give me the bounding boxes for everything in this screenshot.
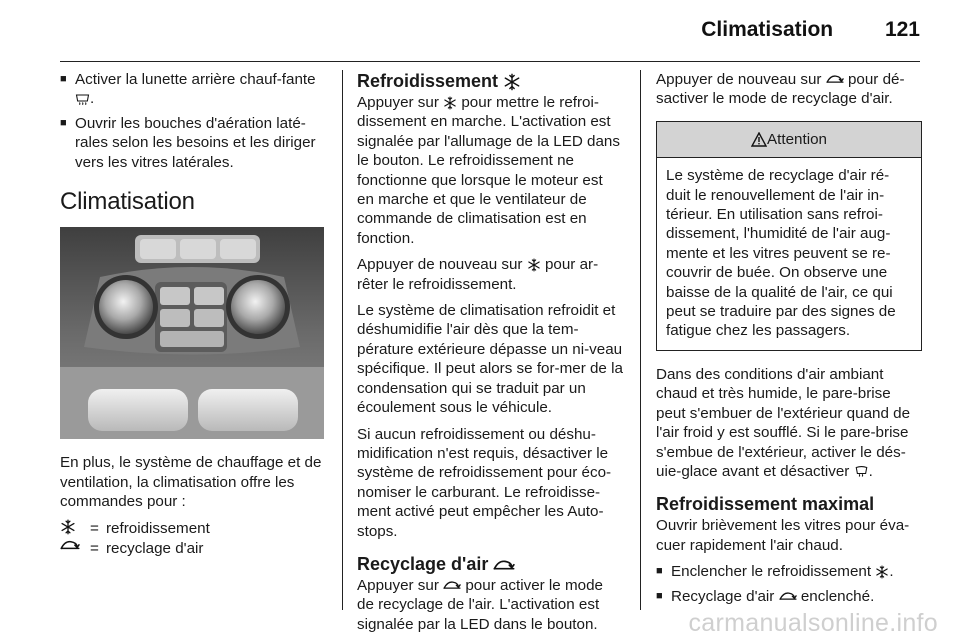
paragraph: Appuyer sur pour activer le mode de recyclage de l'air. L'activation est signalée par la LED dans le bouton.: [357, 576, 603, 633]
snowflake-icon: [503, 73, 521, 91]
warning-title: Attention: [767, 130, 827, 148]
column-divider: [342, 70, 343, 610]
warning-triangle-icon: [751, 132, 767, 147]
air-recirculation-icon: [60, 539, 80, 552]
rear-window-heating-icon: [75, 93, 90, 106]
windshield-defrost-icon: [854, 466, 869, 478]
bullet-list: [656, 562, 922, 606]
paragraph: Si aucun refroidissement ou déshu-midification n'est requis, désactiver le système de refroidissement pour éco-nomiser le carburant. Le refroidisse-ment activé peut empêcher les Auto-stops.: [357, 425, 612, 540]
paragraph: Appuyer sur pour mettre le refroi-dissement en marche. L'activation est signalée par l'allumage de la LED dans le bouton. Le refroidissement ne fonctionne que lorsque le moteur est en marche et que le ventilateur de commande de climatisation est en fonction.: [357, 94, 620, 247]
section-heading: Recyclage d'air: [357, 553, 623, 575]
page-title: Climatisation: [701, 18, 834, 41]
warning-box: [656, 121, 922, 351]
snowflake-icon: [875, 565, 889, 579]
page-header: [701, 18, 920, 42]
section-heading: Refroidissement: [357, 70, 623, 92]
section-heading: Climatisation: [60, 188, 195, 216]
icon-legend: = refroidissement = recyclage d'air: [60, 519, 324, 559]
paragraph: Appuyer de nouveau sur pour ar-rêter le refroidissement.: [357, 256, 599, 293]
column-divider: [640, 70, 641, 610]
snowflake-icon: [527, 258, 541, 272]
page-number: 121: [884, 18, 920, 41]
legend-label: recyclage d'air: [106, 540, 204, 558]
warning-text: Le système de recyclage d'air ré-duit le renouvellement de l'air in-térieur. En utilisation sans refroi-dissement, l'humidité de l'air aug-mente et les vitres peuvent se re-couvrir de buée. On observe une baisse de la qualité de l'air, ce qui peut se traduire par des signes de fatigue chez les passagers.: [666, 167, 896, 340]
column-left: [60, 70, 324, 558]
list-item: ■ Activer la lunette arrière chauf-fante .: [60, 70, 324, 109]
air-recirculation-icon: [826, 74, 844, 85]
watermark: carmanualsonline.info: [688, 609, 938, 637]
column-middle: [357, 70, 623, 641]
air-recirculation-icon: [779, 591, 797, 602]
list-item: ■ Recyclage d'air enclenché.: [656, 587, 922, 606]
paragraph: Le système de climatisation refroidit et déshumidifie l'air dès que la tem-pérature extérieure dépasse un ni-veau spécifique. Il peut alors se for-mer de la condensation qui se traduit par un écoulement sous le véhicule.: [357, 302, 623, 417]
legend-label: refroidissement: [106, 519, 210, 537]
list-item: ■ Enclencher le refroidissement .: [656, 562, 922, 581]
column-right: [656, 70, 922, 611]
snowflake-icon: [60, 519, 76, 535]
paragraph: Ouvrir brièvement les vitres pour éva-cuer rapidement l'air chaud.: [656, 517, 910, 554]
paragraph: Dans des conditions d'air ambiant chaud et très humide, le pare-brise peut s'embuer de l'extérieur quand de l'air froid y est soufflé. Si le pare-brise s'embue de l'extérieur, activer le dés-uie-glace avant et désactiver .: [656, 365, 911, 480]
air-recirculation-icon: [443, 580, 461, 591]
air-recirculation-icon: [493, 559, 515, 572]
warning-header: [657, 122, 921, 158]
header-rule: [60, 61, 920, 62]
paragraph: Appuyer de nouveau sur pour dé-sactiver le mode de recyclage d'air.: [656, 71, 905, 108]
climate-control-panel-image: [60, 227, 324, 439]
bullet-list: [60, 70, 324, 172]
list-item: ■ Ouvrir les bouches d'aération laté-rales selon les besoins et les diriger vers les vitres latérales.: [60, 114, 324, 172]
intro-text: En plus, le système de chauffage et de ventilation, la climatisation offre les commandes pour :: [60, 454, 322, 511]
section-heading: Refroidissement maximal: [656, 494, 875, 515]
snowflake-icon: [443, 96, 457, 110]
